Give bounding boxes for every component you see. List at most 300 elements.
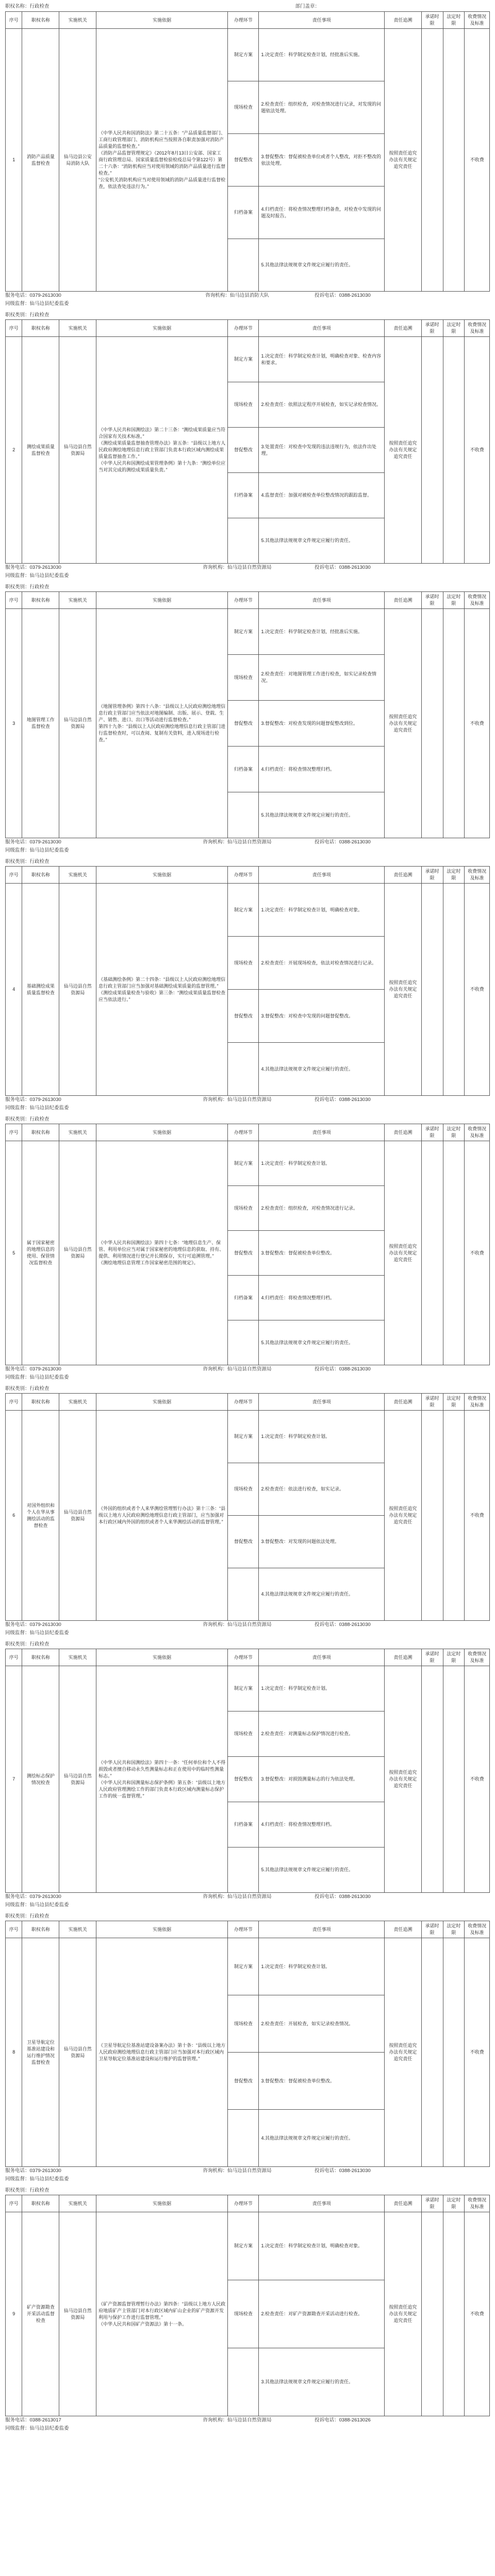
column-header: 实施依据 xyxy=(96,1921,228,1938)
traceback-cell: 按照责任追究办法有关规定追究责任 xyxy=(384,1141,421,1365)
duty-cell: 2.检查责任：开展检查，如实记录检查情况。 xyxy=(259,1995,384,2053)
complaint-phone: 投诉电话：0388-2613030 xyxy=(315,1622,371,1628)
duty-cell: 4.归档责任：将检查情况整理归档备查，对检查中发现的问题及时报告。 xyxy=(259,187,384,239)
stage-cell xyxy=(228,239,259,292)
contact-footer xyxy=(5,1096,490,1104)
duty-block xyxy=(5,311,490,580)
column-header: 责任事项 xyxy=(259,320,384,337)
supervise-line: 同级监督：仙马边县纪委监委 xyxy=(5,1630,69,1636)
duty-table xyxy=(5,11,490,292)
duty-cell: 3.督促整改：对检查中发现的问题督促整改。 xyxy=(259,990,384,1043)
column-header: 实施机关 xyxy=(59,867,96,884)
column-header: 法定时限 xyxy=(443,320,465,337)
traceback-cell: 按照责任追究办法有关规定追究责任 xyxy=(384,1411,421,1621)
stage-cell: 督促整改 xyxy=(228,134,259,187)
supervise-line: 同级监督：仙马边县纪委监委 xyxy=(5,1105,69,1111)
duty-cell: 2.检查责任：对地图管理工作进行检查，如实记录检查情况。 xyxy=(259,655,384,701)
charge-cell: 不收费 xyxy=(465,1666,490,1893)
legal-basis: 《矿产资源监督管理暂行办法》第四条：“县级以上地方人民政府地质矿产主管部门对本行政区域内矿山企业的矿产资源开发利用与保护工作进行监督管理。” 《中华人民共和国矿产资源法》第十一条。 xyxy=(96,2212,228,2416)
stage-cell: 督促整改 xyxy=(228,1516,259,1568)
duty-name: 基础测绘成果质量监督检查 xyxy=(22,884,59,1096)
legal-basis: 《中华人民共和国测绘法》第四十七条：“地理信息生产、保管、利用单位应当对属于国家秘密的地理信息的获取、持有、提供、利用情况进行登记并长期保存，实行可追溯管理。” 《测绘地理信息管理工作国家秘密范围的规定》。 xyxy=(96,1141,228,1365)
stage-cell: 制定方案 xyxy=(228,1141,259,1186)
duty-cell: 3.督促整改：对损毁测量标志的行为依法处理。 xyxy=(259,1757,384,1802)
row-number: 9 xyxy=(6,2212,22,2416)
column-header: 序号 xyxy=(6,1124,22,1141)
column-header: 收费情况及标准 xyxy=(465,320,490,337)
consult-office: 咨询机构：仙马边县自然资源局 xyxy=(203,2417,272,2423)
document xyxy=(5,0,490,2433)
stage-cell: 现场检查 xyxy=(228,1463,259,1516)
column-header: 办理环节 xyxy=(228,867,259,884)
complaint-phone: 投诉电话：0388-2613026 xyxy=(315,2417,371,2423)
column-header: 收费情况及标准 xyxy=(465,1394,490,1411)
column-header: 实施依据 xyxy=(96,867,228,884)
complaint-phone: 投诉电话：0388-2613030 xyxy=(315,293,371,298)
duty-name: 地图管理工作监督检查 xyxy=(22,609,59,838)
complaint-phone: 投诉电话：0388-2613030 xyxy=(315,565,371,570)
complaint-phone: 投诉电话：0388-2613030 xyxy=(315,2168,371,2174)
column-header: 法定时限 xyxy=(443,1649,465,1666)
column-header: 实施依据 xyxy=(96,1649,228,1666)
promise-limit-cell xyxy=(421,884,443,1096)
legal-limit-cell xyxy=(443,29,465,292)
duty-cell: 1.决定责任：科学制定检查计划。 xyxy=(259,1938,384,1995)
column-header: 实施机关 xyxy=(59,1394,96,1411)
duty-name: 卫星导航定位基准站建设和运行维护情况监督检查 xyxy=(22,1938,59,2167)
supervise-line: 同级监督：仙马边县纪委监委 xyxy=(5,573,69,579)
stage-cell: 现场检查 xyxy=(228,1711,259,1757)
table-header-row xyxy=(6,1921,490,1938)
duty-cell: 3.督促整改：督促被检查单位或者个人整改，对拒不整改的依法处理。 xyxy=(259,134,384,187)
category-line: 职权类别：行政检查 xyxy=(5,312,50,318)
contact-phone: 服务电话：0379-2613030 xyxy=(5,293,61,298)
duty-cell: 1.决定责任：科学制定检查计划。 xyxy=(259,1411,384,1463)
duty-cell: 4.监督责任：加强对被检查单位整改情况的跟踪监督。 xyxy=(259,473,384,518)
complaint-phone: 投诉电话：0388-2613030 xyxy=(315,839,371,845)
implementing-org: 仙马边县自然资源局 xyxy=(59,1411,96,1621)
column-header: 办理环节 xyxy=(228,1394,259,1411)
page-header xyxy=(5,0,490,11)
column-header: 责任追溯 xyxy=(384,1394,421,1411)
table-header-row xyxy=(6,320,490,337)
row-number: 2 xyxy=(6,337,22,564)
stage-cell: 督促整改 xyxy=(228,2053,259,2110)
stage-cell: 制定方案 xyxy=(228,884,259,937)
column-header: 办理环节 xyxy=(228,2195,259,2212)
duty-cell: 4.归档责任：将检查情况整理归档。 xyxy=(259,1276,384,1320)
promise-limit-cell xyxy=(421,1141,443,1365)
column-header: 收费情况及标准 xyxy=(465,592,490,609)
column-header: 责任追溯 xyxy=(384,320,421,337)
consult-office: 咨询机构：仙马边县自然资源局 xyxy=(203,565,272,570)
category-line: 职权类别：行政检查 xyxy=(5,584,50,590)
legal-basis: 《中华人民共和国测绘法》第四十一条：“任何单位和个人不得损毁或者擅自移动永久性测量标志和正在使用中的临时性测量标志。” 《中华人民共和国测量标志保护条例》第五条：“县级以上地方人民政府管理测绘工作的部门负责本行政区域内测量标志保护工作的统一监督管理。” xyxy=(96,1666,228,1893)
implementing-org: 仙马边县自然资源局 xyxy=(59,337,96,564)
table-row xyxy=(6,337,490,382)
column-header: 序号 xyxy=(6,867,22,884)
stage-cell: 现场检查 xyxy=(228,382,259,428)
row-number: 1 xyxy=(6,29,22,292)
charge-cell: 不收费 xyxy=(465,609,490,838)
complaint-phone: 投诉电话：0388-2613030 xyxy=(315,1894,371,1900)
consult-office: 咨询机构：仙马边县自然资源局 xyxy=(203,1894,272,1900)
column-header: 收费情况及标准 xyxy=(465,2195,490,2212)
legal-basis: 《中华人民共和国消防法》第二十五条：“产品质量监督部门、工商行政管理部门、消防机构应当按照各自职责加强对消防产品质量的监督检查。” 《消防产品监督管理规定》（2012年8月13日公安部、国家工商行政管理总局、国家质量监督检验检疫总局令第122号）第二十六条：“消防机构应当对使用领域的消防产品质量进行监督检查。” “公安机关消防机构应当对使用领域的消防产品质量进行监督检查，依法查处违法行为。” xyxy=(96,29,228,292)
duty-table xyxy=(5,1649,490,1893)
column-header: 序号 xyxy=(6,592,22,609)
legal-basis: 《卫星导航定位基准站建设备案办法》第十条：“县级以上地方人民政府测绘地理信息行政主管部门应当加强对本行政区域内卫星导航定位基准站建设和运行维护的监督管理。” xyxy=(96,1938,228,2167)
duty-cell: 1.决定责任：科学制定检查计划，明确检查对象。 xyxy=(259,884,384,937)
column-header: 办理环节 xyxy=(228,1649,259,1666)
duty-cell: 4.其他法律法规规章文件规定应履行的责任。 xyxy=(259,1568,384,1621)
promise-limit-cell xyxy=(421,337,443,564)
legal-limit-cell xyxy=(443,1141,465,1365)
table-header-row xyxy=(6,867,490,884)
column-header: 职权名称 xyxy=(22,592,59,609)
contact-footer xyxy=(5,2167,490,2175)
stage-cell xyxy=(228,1848,259,1893)
stage-cell: 制定方案 xyxy=(228,1938,259,1995)
duty-cell: 2.检查责任：依照法定程序开展检查，如实记录检查情况。 xyxy=(259,382,384,428)
charge-cell: 不收费 xyxy=(465,337,490,564)
promise-limit-cell xyxy=(421,29,443,292)
column-header: 职权名称 xyxy=(22,1649,59,1666)
traceback-cell: 按照责任追究办法有关规定追究责任 xyxy=(384,29,421,292)
duty-cell: 5.其他法律法规规章文件规定应履行的责任。 xyxy=(259,1848,384,1893)
legal-limit-cell xyxy=(443,337,465,564)
supervise-line: 同级监督：仙马边县纪委监委 xyxy=(5,1375,69,1380)
duty-cell: 4.其他法律法规规章文件规定应履行的责任。 xyxy=(259,2110,384,2167)
column-header: 职权名称 xyxy=(22,2195,59,2212)
duty-cell: 5.其他法律法规规章文件规定应履行的责任。 xyxy=(259,518,384,564)
duty-table xyxy=(5,2195,490,2416)
stage-cell: 督促整改 xyxy=(228,701,259,747)
legal-basis: 《中华人民共和国测绘法》第二十三条：“测绘成果质量应当符合国家有关技术标准。” 《测绘成果质量监督抽查管理办法》第五条：“县级以上地方人民政府测绘地理信息行政主管部门负责本行政区域内测绘成果质量监督抽查工作。” 《中华人民共和国测绘成果管理条例》第十九条：“测绘单位应当对其完成的测绘成果质量负责。” xyxy=(96,337,228,564)
complaint-phone: 投诉电话：0388-2613030 xyxy=(315,1366,371,1372)
duty-cell: 2.检查责任：对测量标志保护情况进行检查。 xyxy=(259,1711,384,1757)
column-header: 实施机关 xyxy=(59,1649,96,1666)
column-header: 收费情况及标准 xyxy=(465,1649,490,1666)
promise-limit-cell xyxy=(421,2212,443,2416)
duty-name: 测绘成果质量监督检查 xyxy=(22,337,59,564)
duty-cell: 5.其他法律法规规章文件规定应履行的责任。 xyxy=(259,239,384,292)
duty-name: 测绘标志保护情况检查 xyxy=(22,1666,59,1893)
column-header: 实施依据 xyxy=(96,592,228,609)
duty-block xyxy=(5,583,490,855)
table-row xyxy=(6,1141,490,1186)
supervise-line: 同级监督：仙马边县纪委监委 xyxy=(5,848,69,853)
column-header: 责任事项 xyxy=(259,1124,384,1141)
column-header: 序号 xyxy=(6,1649,22,1666)
implementing-org: 仙马边县自然资源局 xyxy=(59,1141,96,1365)
column-header: 实施依据 xyxy=(96,12,228,29)
consult-office: 咨询机构：仙马边县自然资源局 xyxy=(203,2168,272,2174)
promise-limit-cell xyxy=(421,1938,443,2167)
stage-cell: 制定方案 xyxy=(228,1666,259,1711)
duty-table xyxy=(5,591,490,838)
contact-phone: 服务电话：0379-2613030 xyxy=(5,1366,61,1372)
stage-cell: 归档备案 xyxy=(228,1802,259,1848)
stage-cell: 现场检查 xyxy=(228,1995,259,2053)
stage-cell: 现场检查 xyxy=(228,2280,259,2348)
duty-cell: 2.检查责任：组织检查，对检查情况进行记录，对发现的问题依法处理。 xyxy=(259,81,384,134)
table-row xyxy=(6,29,490,81)
duty-block xyxy=(5,11,490,308)
category-line: 职权类别：行政检查 xyxy=(5,1386,50,1392)
column-header: 承诺时限 xyxy=(421,1921,443,1938)
column-header: 职权名称 xyxy=(22,12,59,29)
charge-cell: 不收费 xyxy=(465,1411,490,1621)
column-header: 承诺时限 xyxy=(421,12,443,29)
column-header: 责任追溯 xyxy=(384,12,421,29)
contact-footer xyxy=(5,1365,490,1374)
stage-cell: 现场检查 xyxy=(228,1186,259,1231)
duty-name: 对国外组织和个人在华从事测绘活动的监督检查 xyxy=(22,1411,59,1621)
contact-footer xyxy=(5,1893,490,1901)
contact-phone: 服务电话：0379-2613030 xyxy=(5,1894,61,1900)
row-number: 4 xyxy=(6,884,22,1096)
row-number: 7 xyxy=(6,1666,22,1893)
stage-cell: 制定方案 xyxy=(228,2212,259,2280)
column-header: 责任追溯 xyxy=(384,1921,421,1938)
table-row xyxy=(6,2212,490,2280)
category-line: 职权类别：行政检查 xyxy=(5,1116,50,1122)
stage-cell: 制定方案 xyxy=(228,609,259,655)
traceback-cell: 按照责任追究办法有关规定追究责任 xyxy=(384,884,421,1096)
stage-cell xyxy=(228,2348,259,2416)
contact-phone: 服务电话：0379-2613030 xyxy=(5,839,61,845)
legal-limit-cell xyxy=(443,2212,465,2416)
traceback-cell: 按照责任追究办法有关规定追究责任 xyxy=(384,1938,421,2167)
stage-cell: 归档备案 xyxy=(228,747,259,792)
category-line: 职权类别：行政检查 xyxy=(5,1641,50,1647)
column-header: 法定时限 xyxy=(443,2195,465,2212)
column-header: 办理环节 xyxy=(228,592,259,609)
contact-phone: 服务电话：0379-2613030 xyxy=(5,1097,61,1103)
duty-cell: 1.决定责任：科学制定检查计划，明确检查对象。 xyxy=(259,2212,384,2280)
column-header: 责任事项 xyxy=(259,1921,384,1938)
column-header: 承诺时限 xyxy=(421,1394,443,1411)
duty-name: 矿产资源勘查开采活动监督检查 xyxy=(22,2212,59,2416)
supervise-line: 同级监督：仙马边县纪委监委 xyxy=(5,2426,69,2431)
column-header: 责任事项 xyxy=(259,1394,384,1411)
column-header: 实施依据 xyxy=(96,2195,228,2212)
supervise-line: 同级监督：仙马边县纪委监委 xyxy=(5,301,69,307)
implementing-org: 仙马边县自然资源局 xyxy=(59,884,96,1096)
blocks-container xyxy=(5,11,490,2433)
column-header: 责任事项 xyxy=(259,1649,384,1666)
column-header: 法定时限 xyxy=(443,12,465,29)
row-number: 8 xyxy=(6,1938,22,2167)
category-line: 职权类别：行政检查 xyxy=(5,859,50,865)
column-header: 责任事项 xyxy=(259,12,384,29)
contact-footer xyxy=(5,292,490,300)
table-row xyxy=(6,1411,490,1463)
duty-cell: 5.其他法律法规规章文件规定应履行的责任。 xyxy=(259,792,384,838)
consult-office: 咨询机构：仙马边县自然资源局 xyxy=(203,1366,272,1372)
column-header: 法定时限 xyxy=(443,1921,465,1938)
stage-cell: 制定方案 xyxy=(228,1411,259,1463)
column-header: 收费情况及标准 xyxy=(465,1921,490,1938)
promise-limit-cell xyxy=(421,1411,443,1621)
charge-cell: 不收费 xyxy=(465,884,490,1096)
column-header: 职权名称 xyxy=(22,1124,59,1141)
legal-limit-cell xyxy=(443,1938,465,2167)
legal-limit-cell xyxy=(443,1411,465,1621)
duty-cell: 1.决定责任：科学制定检查计划。 xyxy=(259,1666,384,1711)
contact-footer xyxy=(5,838,490,846)
stage-cell xyxy=(228,1320,259,1365)
consult-office: 咨询机构：仙马边县消防大队 xyxy=(205,293,269,298)
column-header: 序号 xyxy=(6,2195,22,2212)
stage-cell xyxy=(228,518,259,564)
duty-cell: 1.决定责任：科学制定检查计划，经批准后实施。 xyxy=(259,29,384,81)
column-header: 实施机关 xyxy=(59,1124,96,1141)
consult-office: 咨询机构：仙马边县自然资源局 xyxy=(203,1622,272,1628)
column-header: 责任事项 xyxy=(259,867,384,884)
contact-footer xyxy=(5,1621,490,1629)
stage-cell: 督促整改 xyxy=(228,428,259,473)
column-header: 法定时限 xyxy=(443,1124,465,1141)
duty-cell: 3.处置责任：对检查中发现的违法违规行为，依法作出处理。 xyxy=(259,428,384,473)
charge-cell: 不收费 xyxy=(465,1938,490,2167)
table-row xyxy=(6,609,490,655)
stage-cell: 制定方案 xyxy=(228,337,259,382)
table-row xyxy=(6,884,490,937)
charge-cell: 不收费 xyxy=(465,29,490,292)
duty-cell: 4.归档责任：将检查情况整理归档。 xyxy=(259,1802,384,1848)
column-header: 责任事项 xyxy=(259,2195,384,2212)
duty-block xyxy=(5,2187,490,2433)
duty-cell: 2.检查责任：依法进行检查，如实记录。 xyxy=(259,1463,384,1516)
duty-name: 属于国家秘密的地理信息的使用、保管情况监督检查 xyxy=(22,1141,59,1365)
column-header: 序号 xyxy=(6,320,22,337)
column-header: 法定时限 xyxy=(443,592,465,609)
column-header: 法定时限 xyxy=(443,867,465,884)
legal-basis: 《外国的组织或者个人来华测绘管理暂行办法》第十三条：“县级以上地方人民政府测绘地理信息行政主管部门，应当加强对本行政区域内外国的组织或者个人来华测绘活动的监督管理。” xyxy=(96,1411,228,1621)
traceback-cell: 按照责任追究办法有关规定追究责任 xyxy=(384,2212,421,2416)
column-header: 实施依据 xyxy=(96,1394,228,1411)
column-header: 收费情况及标准 xyxy=(465,1124,490,1141)
duty-cell: 4.归档责任：将检查情况整理归档。 xyxy=(259,747,384,792)
column-header: 承诺时限 xyxy=(421,1649,443,1666)
contact-phone: 服务电话：0379-2613030 xyxy=(5,565,61,570)
supervise-line: 同级监督：仙马边县纪委监委 xyxy=(5,1902,69,1908)
duty-cell: 3.督促整改：督促被检查单位整改。 xyxy=(259,1231,384,1276)
table-header-row xyxy=(6,1394,490,1411)
category-line: 职权类别：行政检查 xyxy=(5,1913,50,1919)
column-header: 承诺时限 xyxy=(421,2195,443,2212)
column-header: 实施机关 xyxy=(59,592,96,609)
column-header: 实施依据 xyxy=(96,1124,228,1141)
column-header: 办理环节 xyxy=(228,1124,259,1141)
implementing-org: 仙马边县自然资源局 xyxy=(59,1666,96,1893)
column-header: 承诺时限 xyxy=(421,1124,443,1141)
column-header: 序号 xyxy=(6,1921,22,1938)
column-header: 办理环节 xyxy=(228,320,259,337)
stage-cell xyxy=(228,1568,259,1621)
contact-footer xyxy=(5,564,490,572)
column-header: 序号 xyxy=(6,1394,22,1411)
duty-cell: 5.其他法律法规规章文件规定应履行的责任。 xyxy=(259,1320,384,1365)
contact-phone: 服务电话：0379-2613030 xyxy=(5,1622,61,1628)
stage-cell: 督促整改 xyxy=(228,1757,259,1802)
column-header: 办理环节 xyxy=(228,12,259,29)
column-header: 职权名称 xyxy=(22,1921,59,1938)
column-header: 承诺时限 xyxy=(421,867,443,884)
column-header: 实施机关 xyxy=(59,320,96,337)
row-number: 3 xyxy=(6,609,22,838)
duty-block xyxy=(5,1640,490,1909)
column-header: 办理环节 xyxy=(228,1921,259,1938)
complaint-phone: 投诉电话：0388-2613030 xyxy=(315,1097,371,1103)
duty-cell: 3.督促整改：对发现的问题依法处理。 xyxy=(259,1516,384,1568)
charge-cell: 不收费 xyxy=(465,2212,490,2416)
implementing-org: 仙马边县自然资源局 xyxy=(59,1938,96,2167)
table-row xyxy=(6,1666,490,1711)
promise-limit-cell xyxy=(421,609,443,838)
duty-table xyxy=(5,319,490,564)
column-header: 承诺时限 xyxy=(421,320,443,337)
stage-cell xyxy=(228,1043,259,1096)
consult-office: 咨询机构：仙马边县自然资源局 xyxy=(203,1097,272,1103)
header-right: 部门盖章： xyxy=(295,4,320,9)
stage-cell: 归档备案 xyxy=(228,473,259,518)
implementing-org: 仙马边县自然资源局 xyxy=(59,2212,96,2416)
legal-limit-cell xyxy=(443,609,465,838)
column-header: 收费情况及标准 xyxy=(465,12,490,29)
header-left: 职权名称：行政检查 xyxy=(5,4,50,9)
duty-cell: 2.检查责任：开展现场检查，依法对检查情况进行记录。 xyxy=(259,937,384,990)
implementing-org: 仙马边县公安局消防大队 xyxy=(59,29,96,292)
duty-block xyxy=(5,1115,490,1382)
stage-cell: 现场检查 xyxy=(228,655,259,701)
duty-cell: 3.督促整改：督促被检查单位整改。 xyxy=(259,2053,384,2110)
supervise-line: 同级监督：仙马边县纪委监委 xyxy=(5,2176,69,2182)
column-header: 责任事项 xyxy=(259,592,384,609)
charge-cell: 不收费 xyxy=(465,1141,490,1365)
column-header: 实施依据 xyxy=(96,320,228,337)
column-header: 职权名称 xyxy=(22,320,59,337)
table-header-row xyxy=(6,12,490,29)
duty-cell: 1.决定责任：科学制定检查计划，经批准后实施。 xyxy=(259,609,384,655)
table-header-row xyxy=(6,1649,490,1666)
legal-limit-cell xyxy=(443,1666,465,1893)
duty-block xyxy=(5,858,490,1112)
stage-cell xyxy=(228,2110,259,2167)
stage-cell: 督促整改 xyxy=(228,990,259,1043)
duty-name: 消防产品质量监督检查 xyxy=(22,29,59,292)
duty-cell: 1.决定责任：科学制定检查计划，明确检查对象、检查内容和要求。 xyxy=(259,337,384,382)
contact-phone: 服务电话：0379-2613030 xyxy=(5,2168,61,2174)
category-line: 职权类别：行政检查 xyxy=(5,2188,50,2193)
duty-cell: 3.其他法律法规规章文件规定应履行的责任。 xyxy=(259,2348,384,2416)
traceback-cell: 按照责任追究办法有关规定追究责任 xyxy=(384,337,421,564)
column-header: 职权名称 xyxy=(22,1394,59,1411)
column-header: 序号 xyxy=(6,12,22,29)
consult-office: 咨询机构：仙马边县自然资源局 xyxy=(203,839,272,845)
implementing-org: 仙马边县自然资源局 xyxy=(59,609,96,838)
column-header: 法定时限 xyxy=(443,1394,465,1411)
column-header: 实施机关 xyxy=(59,2195,96,2212)
stage-cell: 归档备案 xyxy=(228,1276,259,1320)
contact-phone: 服务电话：0388-2613017 xyxy=(5,2417,61,2423)
duty-table xyxy=(5,1393,490,1621)
duty-cell: 2.检查责任：对矿产资源勘查开采活动进行检查。 xyxy=(259,2280,384,2348)
duty-table xyxy=(5,1921,490,2167)
duty-cell: 3.督促整改：对检查发现的问题督促整改到位。 xyxy=(259,701,384,747)
